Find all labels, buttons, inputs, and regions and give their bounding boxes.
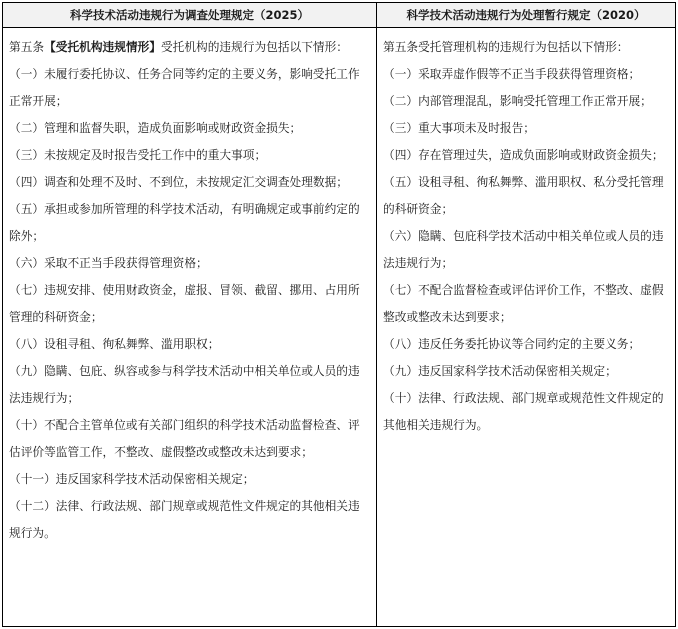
header-2020-regulation: 科学技术活动违规行为处理暂行规定（2020） <box>377 3 675 28</box>
right-clause: （一）采取弄虚作假等不正当手段获得管理资格； <box>383 67 641 81</box>
left-clause: （十）不配合主管单位或有关部门组织的科学技术活动监督检查、评估评价等监管工作，不整改、虚假整改或整改未达到要求； <box>9 418 360 459</box>
left-clause: （六）采取不正当手段获得管理资格； <box>9 256 208 270</box>
right-clause: （十）法律、行政法规、部门规章或规范性文件规定的其他相关违规行为。 <box>383 391 664 432</box>
left-article-keyword: 【受托机构违规情形】 <box>44 40 161 54</box>
left-clause: （五）承担或参加所管理的科学技术活动，有明确规定或事前约定的除外； <box>9 202 360 243</box>
left-clause: （二）管理和监督失职，造成负面影响或财政资金损失； <box>9 121 302 135</box>
left-clause: （三）未按规定及时报告受托工作中的重大事项； <box>9 148 267 162</box>
left-column-2025 <box>3 28 377 626</box>
left-article-intro-text: 受托机构的违规行为包括以下情形： <box>160 40 348 54</box>
comparison-table <box>2 2 676 627</box>
right-column-2020 <box>377 28 675 626</box>
right-clause: （五）设租寻租、徇私舞弊、滥用职权、私分受托管理的科研资金； <box>383 175 664 216</box>
left-article-intro <box>9 34 370 61</box>
left-clause: （十二）法律、行政法规、部门规章或规范性文件规定的其他相关违规行为。 <box>9 499 360 540</box>
left-clause: （七）违规安排、使用财政资金，虚报、冒领、截留、挪用、占用所管理的科研资金； <box>9 283 360 324</box>
right-clause: （八）违反任务委托协议等合同约定的主要义务； <box>383 337 641 351</box>
left-clause: （九）隐瞒、包庇、纵容或参与科学技术活动中相关单位或人员的违法违规行为； <box>9 364 360 405</box>
right-clause: （三）重大事项未及时报告； <box>383 121 535 135</box>
right-clause: （六）隐瞒、包庇科学技术活动中相关单位或人员的违法违规行为； <box>383 229 664 270</box>
left-article-number: 第五条 <box>9 40 45 54</box>
left-clause: （四）调查和处理不及时、不到位，未按规定汇交调查处理数据； <box>9 175 348 189</box>
left-clause: （十一）违反国家科学技术活动保密相关规定； <box>9 472 255 486</box>
right-article-intro: 第五条受托管理机构的违规行为包括以下情形： <box>383 40 629 54</box>
left-clause: （八）设租寻租、徇私舞弊、滥用职权； <box>9 337 220 351</box>
left-clause: （一）未履行委托协议、任务合同等约定的主要义务，影响受托工作正常开展； <box>9 67 360 108</box>
right-clause: （七）不配合监督检查或评估评价工作，不整改、虚假整改或整改未达到要求； <box>383 283 664 324</box>
header-2025-regulation: 科学技术活动违规行为调查处理规定（2025） <box>3 3 377 28</box>
right-clause: （四）存在管理过失，造成负面影响或财政资金损失； <box>383 148 664 162</box>
right-clause: （九）违反国家科学技术活动保密相关规定； <box>383 364 617 378</box>
right-clause: （二）内部管理混乱，影响受托管理工作正常开展； <box>383 94 652 108</box>
